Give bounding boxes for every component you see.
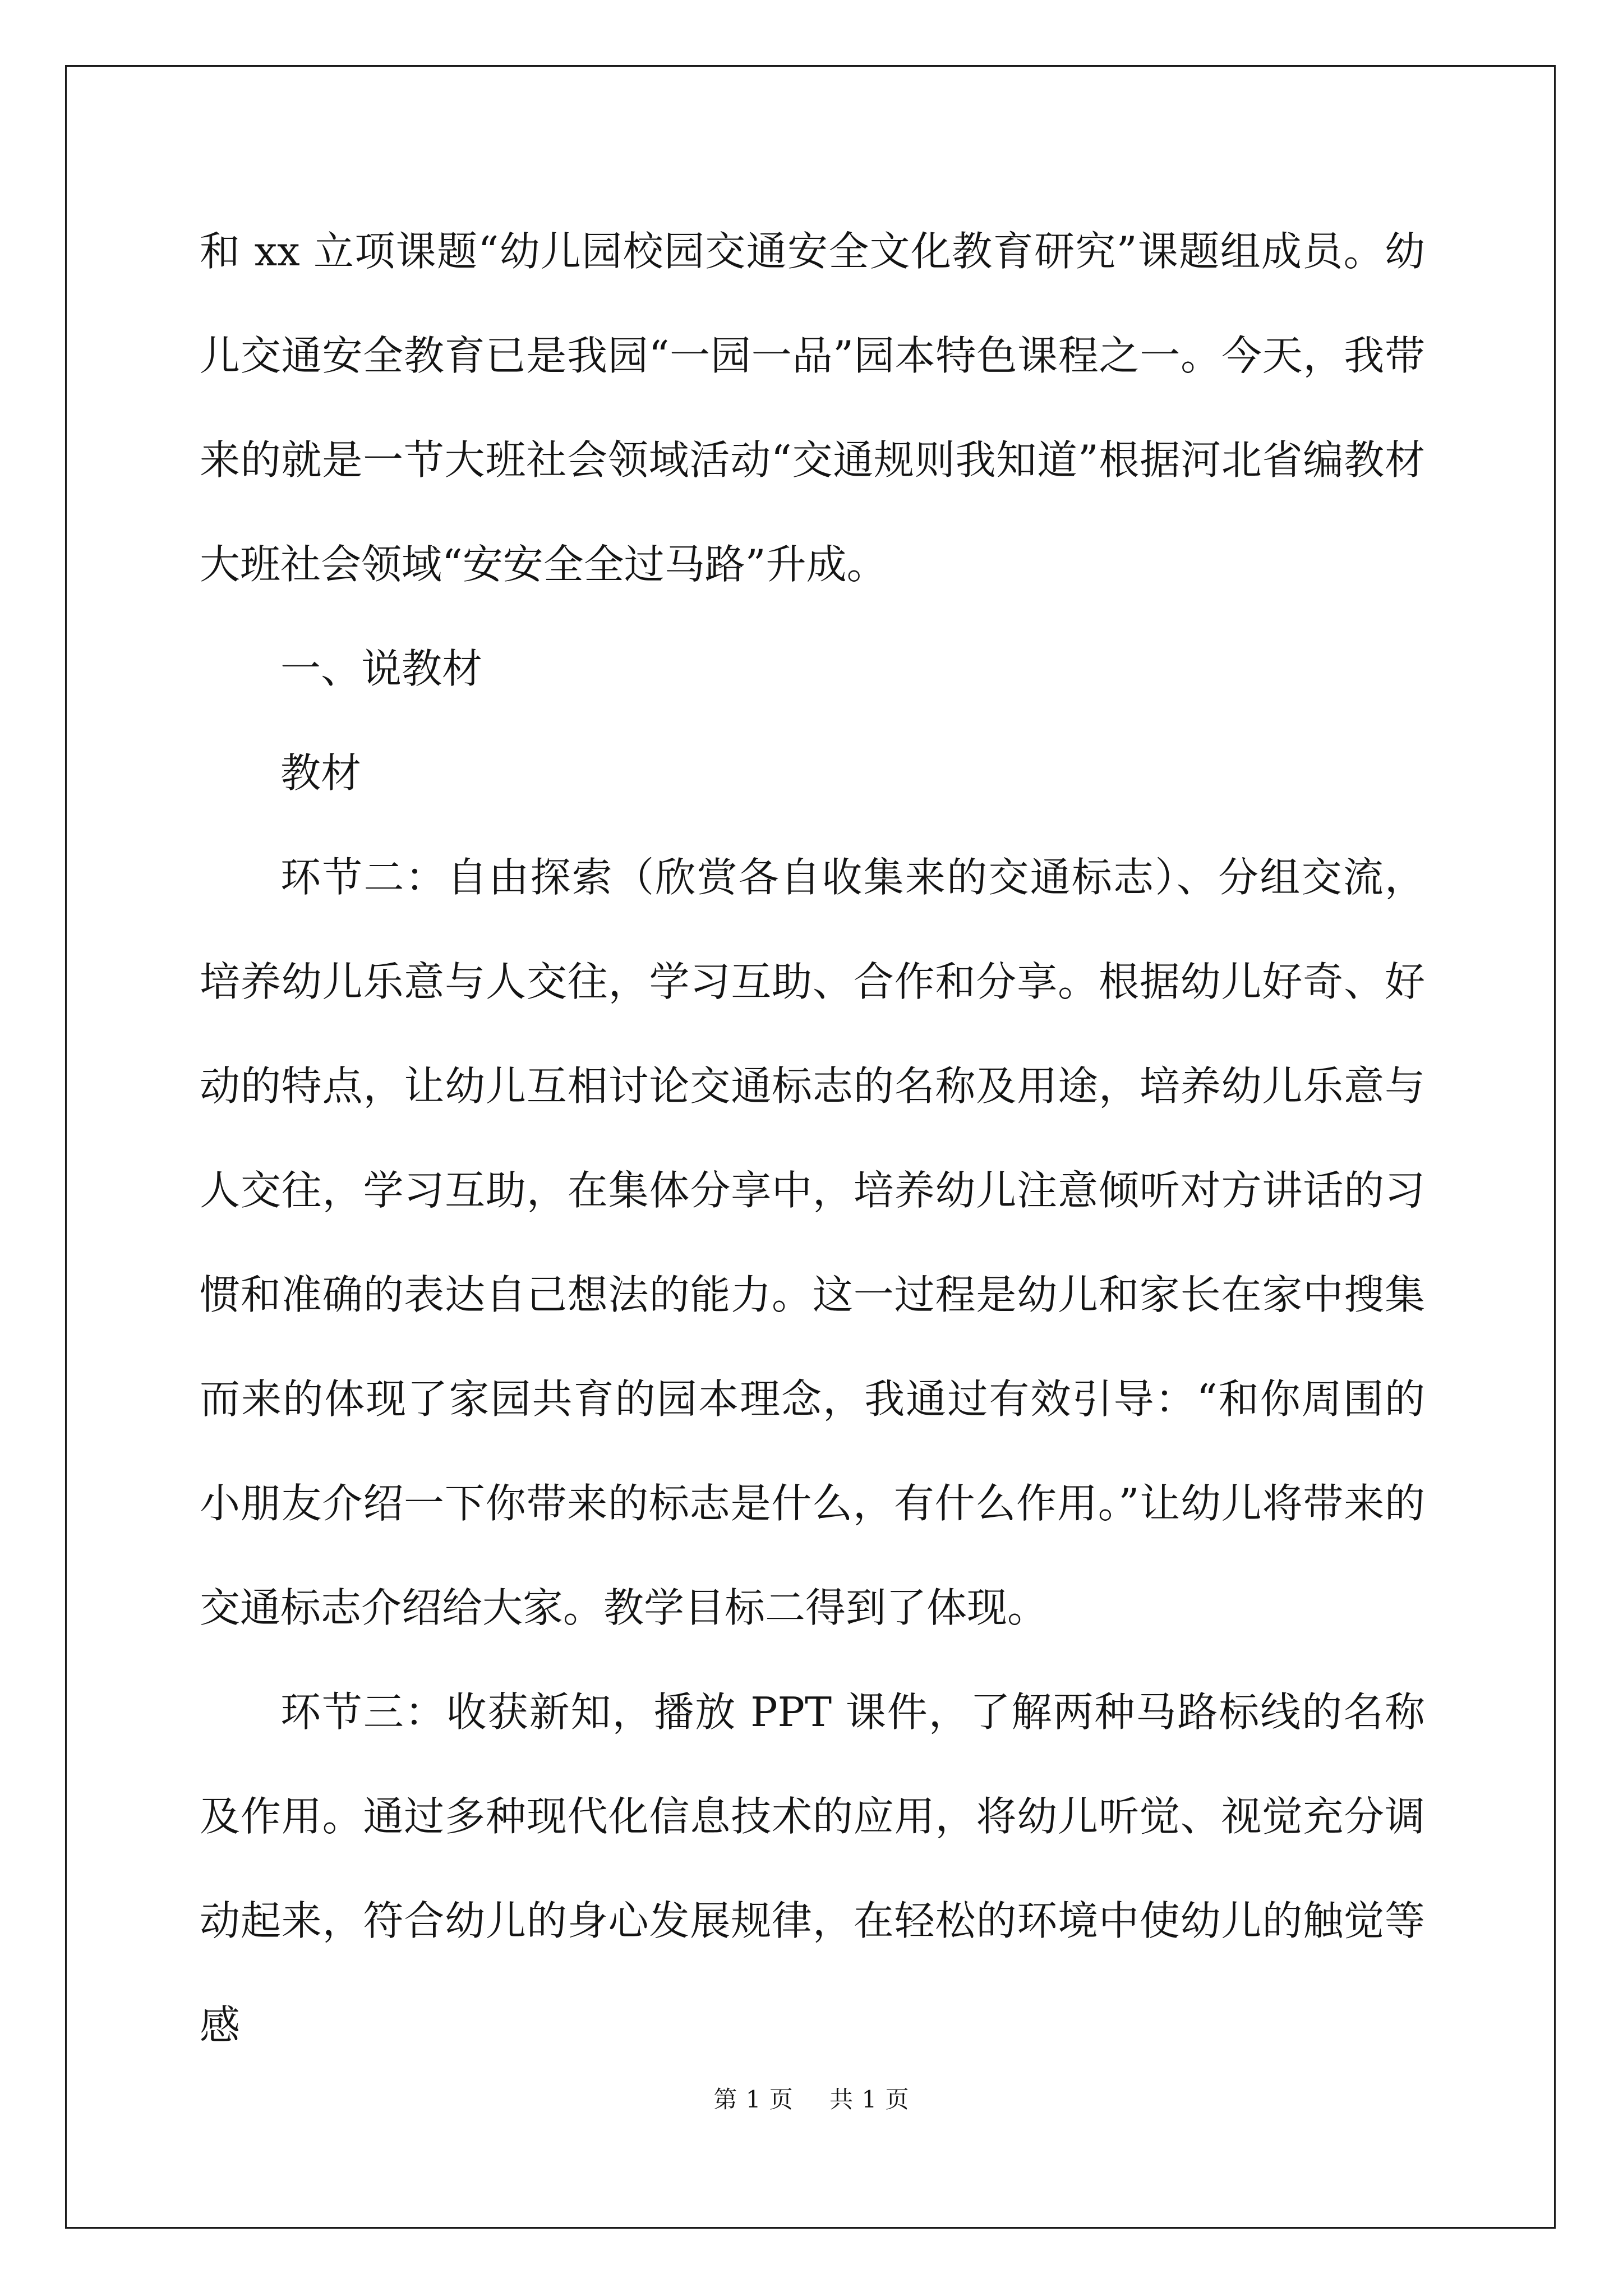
document-body — [200, 199, 1425, 2077]
section-heading: 一、说教材 — [280, 645, 483, 692]
paragraph-step-three: 环节三：收获新知，播放 PPT 课件，了解两种马路标线的名称及作用。通过多种现代化信息技术的应用，将幼儿听觉、视觉充分调动起来，符合幼儿的身心发展规律，在轻松的环境中使幼儿的触觉等感 — [200, 1688, 1425, 2049]
page-footer — [0, 2081, 1623, 2115]
subheading: 教材 — [280, 749, 362, 797]
paragraph-step-two: 环节二：自由探索（欣赏各自收集来的交通标志）、分组交流，培养幼儿乐意与人交往，学习互助、合作和分享。根据幼儿好奇、好动的特点，让幼儿互相讨论交通标志的名称及用途，培养幼儿乐意与人交往，学习互助，在集体分享中，培养幼儿注意倾听对方讲话的习惯和准确的表达自己想法的能力。这一过程是幼儿和家长在家中搜集而来的体现了家园共育的园本理念，我通过有效引导：“和你周围的小朋友介绍一下你带来的标志是什么，有什么作用。”让幼儿将带来的交通标志介绍给大家。教学目标二得到了体现。 — [200, 854, 1425, 1631]
paragraph-continuation: 和 xx 立项课题“幼儿园校园交通安全文化教育研究”课题组成员。幼儿交通安全教育已是我园“一园一品”园本特色课程之一。今天，我带来的就是一节大班社会领域活动“交通规则我知道”根据河北省编教材大班社会领域“安安全全过马路”升成。 — [200, 228, 1425, 588]
page-number: 第 1 页 — [713, 2086, 794, 2113]
page-total: 共 1 页 — [829, 2086, 910, 2113]
